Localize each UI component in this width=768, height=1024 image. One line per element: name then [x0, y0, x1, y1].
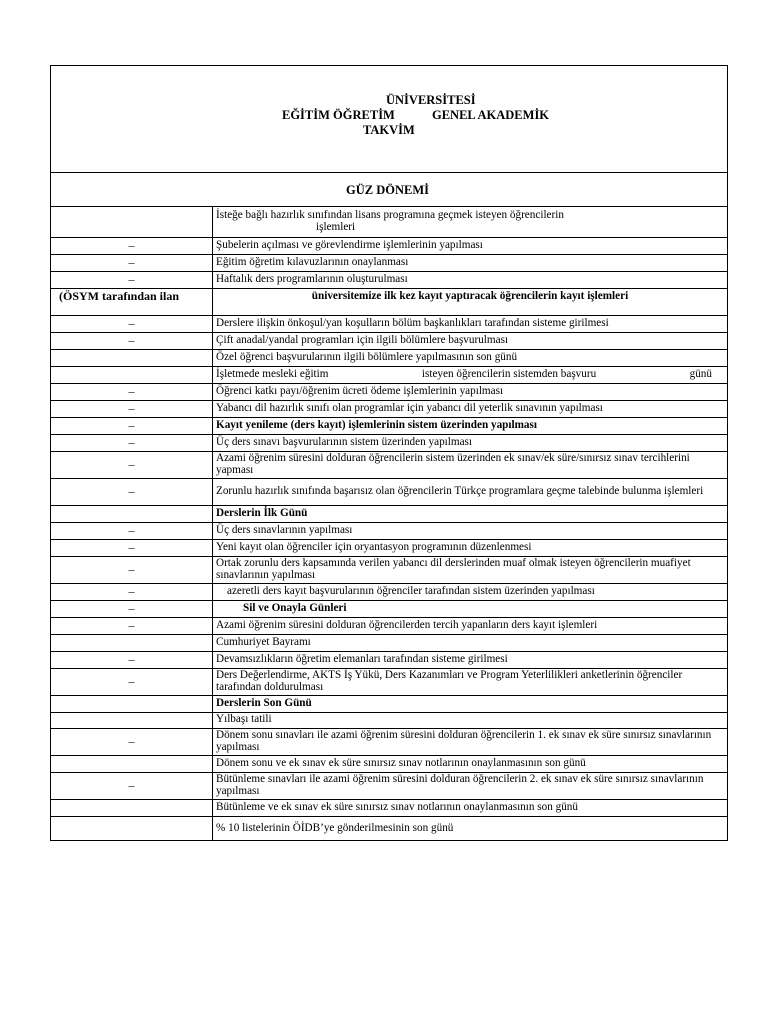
event-cell: Derslere ilişkin önkoşul/yan koşulların bölüm başkanlıkları tarafından sisteme girilmesi	[213, 315, 728, 332]
event-cell: Eğitim öğretim kılavuzlarının onaylanması	[213, 254, 728, 271]
table-row	[51, 772, 727, 799]
table-row	[51, 695, 727, 712]
table-row	[51, 755, 727, 772]
table-row	[51, 434, 727, 451]
date-cell	[51, 634, 213, 651]
date-cell: –	[51, 583, 213, 600]
event-cell: Azami öğrenim süresini dolduran öğrencilerin sistem üzerinden ek sınav/ek süre/sınırsız sınav tercihlerini yapması	[213, 451, 728, 478]
table-row	[51, 383, 727, 400]
date-cell: –	[51, 315, 213, 332]
table-row	[51, 478, 727, 505]
event-cell: Ortak zorunlu ders kapsamında verilen yabancı dil derslerinden muaf olmak isteyen öğrencilerin muafiyet sınavlarının yapılması	[213, 556, 728, 583]
event-cell: Devamsızlıkların öğretim elemanları tarafından sisteme girilmesi	[213, 651, 728, 668]
event-cell: Çift anadal/yandal programları için ilgili bölümlere başvurulması	[213, 332, 728, 349]
table-row	[51, 417, 727, 434]
date-cell: –	[51, 254, 213, 271]
table-row	[51, 332, 727, 349]
date-cell: –	[51, 237, 213, 254]
table-row	[51, 816, 727, 840]
table-row	[51, 712, 727, 728]
table-row	[51, 522, 727, 539]
table-row	[51, 505, 727, 522]
date-cell: –	[51, 451, 213, 478]
event-cell: Cumhuriyet Bayramı	[213, 634, 728, 651]
event-cell: Üç ders sınavlarının yapılması	[213, 522, 728, 539]
table-row	[51, 451, 727, 478]
event-cell: Azami öğrenim süresini dolduran öğrencilerden tercih yapanların ders kayıt işlemleri	[213, 617, 728, 634]
event-cell	[213, 366, 728, 383]
event-cell: Kayıt yenileme (ders kayıt) işlemlerinin sistem üzerinden yapılması	[213, 417, 728, 434]
event-cell: Sil ve Onayla Günleri	[213, 600, 728, 617]
event-cell: Özel öğrenci başvurularının ilgili bölümlere yapılmasının son günü	[213, 349, 728, 366]
event-cell: % 10 listelerinin ÖİDB’ye gönderilmesinin son günü	[213, 816, 728, 840]
date-cell: –	[51, 539, 213, 556]
document-header	[51, 66, 727, 173]
table-row	[51, 600, 727, 617]
date-cell: –	[51, 434, 213, 451]
date-cell	[51, 799, 213, 816]
header-takvim: TAKVİM	[363, 123, 415, 137]
table-row	[51, 539, 727, 556]
event-cell: Yeni kayıt olan öğrenciler için oryantasyon programının düzenlenmesi	[213, 539, 728, 556]
event-cell: Ders Değerlendirme, AKTS İş Yükü, Ders Kazanımları ve Program Yeterlilikleri anketlerinin öğrenciler tarafından doldurulması	[213, 668, 728, 695]
event-cell: Haftalık ders programlarının oluşturulması	[213, 271, 728, 288]
event-text-continued: işlemleri	[316, 220, 356, 233]
event-text-middle: isteyen öğrencilerin sistemden başvuru	[421, 367, 597, 380]
date-cell: –	[51, 383, 213, 400]
date-cell: –	[51, 617, 213, 634]
event-cell: üniversitemize ilk kez kayıt yaptıracak öğrencilerin kayıt işlemleri	[213, 288, 728, 315]
event-cell: Yabancı dil hazırlık sınıfı olan programlar için yabancı dil yeterlik sınavının yapılması	[213, 400, 728, 417]
date-cell	[51, 712, 213, 728]
table-row	[51, 207, 727, 237]
table-row	[51, 254, 727, 271]
date-cell	[51, 207, 213, 237]
date-cell: –	[51, 556, 213, 583]
event-cell: Üç ders sınavı başvurularının sistem üzerinden yapılması	[213, 434, 728, 451]
table-row	[51, 400, 727, 417]
event-text: İsteğe bağlı hazırlık sınıfından lisans programına geçmek isteyen öğrencilerin	[216, 209, 564, 222]
date-cell: –	[51, 417, 213, 434]
event-cell: Şubelerin açılması ve görevlendirme işlemlerinin yapılması	[213, 237, 728, 254]
event-cell: Yılbaşı tatili	[213, 712, 728, 728]
event-cell: Dönem sonu ve ek sınav ek süre sınırsız sınav notlarının onaylanmasının son günü	[213, 755, 728, 772]
event-text: İşletmede mesleki eğitim	[216, 367, 329, 380]
table-row	[51, 288, 727, 315]
table-row	[51, 651, 727, 668]
date-cell	[51, 505, 213, 522]
header-university: ÜNİVERSİTESİ	[386, 93, 476, 107]
date-cell	[51, 695, 213, 712]
date-cell: –	[51, 728, 213, 755]
date-cell: –	[51, 668, 213, 695]
table-row	[51, 349, 727, 366]
date-cell: –	[51, 332, 213, 349]
table-row	[51, 366, 727, 383]
date-cell: –	[51, 651, 213, 668]
table-row	[51, 237, 727, 254]
date-cell: –	[51, 478, 213, 505]
date-cell	[51, 816, 213, 840]
table-row	[51, 799, 727, 816]
date-cell: –	[51, 600, 213, 617]
event-cell: Zorunlu hazırlık sınıfında başarısız olan öğrencilerin Türkçe programlara geçme talebinde bulunma işlemleri	[213, 478, 728, 505]
calendar-document	[50, 65, 728, 841]
term-title: GÜZ DÖNEMİ	[346, 183, 429, 197]
date-cell: –	[51, 522, 213, 539]
table-row	[51, 617, 727, 634]
event-cell	[213, 207, 728, 237]
header-egitim-ogretim: EĞİTİM ÖĞRETİM	[282, 108, 395, 122]
table-row	[51, 315, 727, 332]
event-cell: azeretli ders kayıt başvurularının öğrenciler tarafından sistem üzerinden yapılması	[213, 583, 728, 600]
table-row	[51, 634, 727, 651]
event-cell: Dönem sonu sınavları ile azami öğrenim süresini dolduran öğrencilerin 1. ek sınav ek süre sınırsız sınavlarının yapılması	[213, 728, 728, 755]
table-row	[51, 668, 727, 695]
date-cell: –	[51, 400, 213, 417]
event-cell: Öğrenci katkı payı/öğrenim ücreti ödeme işlemlerinin yapılması	[213, 383, 728, 400]
date-cell	[51, 755, 213, 772]
term-heading	[51, 173, 727, 207]
calendar-table	[51, 207, 727, 840]
date-cell: –	[51, 772, 213, 799]
date-cell: –	[51, 271, 213, 288]
table-row	[51, 583, 727, 600]
table-row	[51, 271, 727, 288]
event-cell: Derslerin Son Günü	[213, 695, 728, 712]
event-cell: Derslerin İlk Günü	[213, 505, 728, 522]
date-cell	[51, 349, 213, 366]
event-text-end: günü	[689, 367, 712, 380]
header-genel-akademik: GENEL AKADEMİK	[432, 108, 550, 122]
date-cell: (ÖSYM tarafından ilan	[51, 288, 213, 315]
event-cell: Bütünleme sınavları ile azami öğrenim süresini dolduran öğrencilerin 2. ek sınav ek süre sınırsız sınavlarının yapılması	[213, 772, 728, 799]
table-row	[51, 728, 727, 755]
event-split-text	[216, 369, 724, 381]
event-cell: Bütünleme ve ek sınav ek süre sınırsız sınav notlarının onaylanmasının son günü	[213, 799, 728, 816]
date-cell	[51, 366, 213, 383]
table-row	[51, 556, 727, 583]
